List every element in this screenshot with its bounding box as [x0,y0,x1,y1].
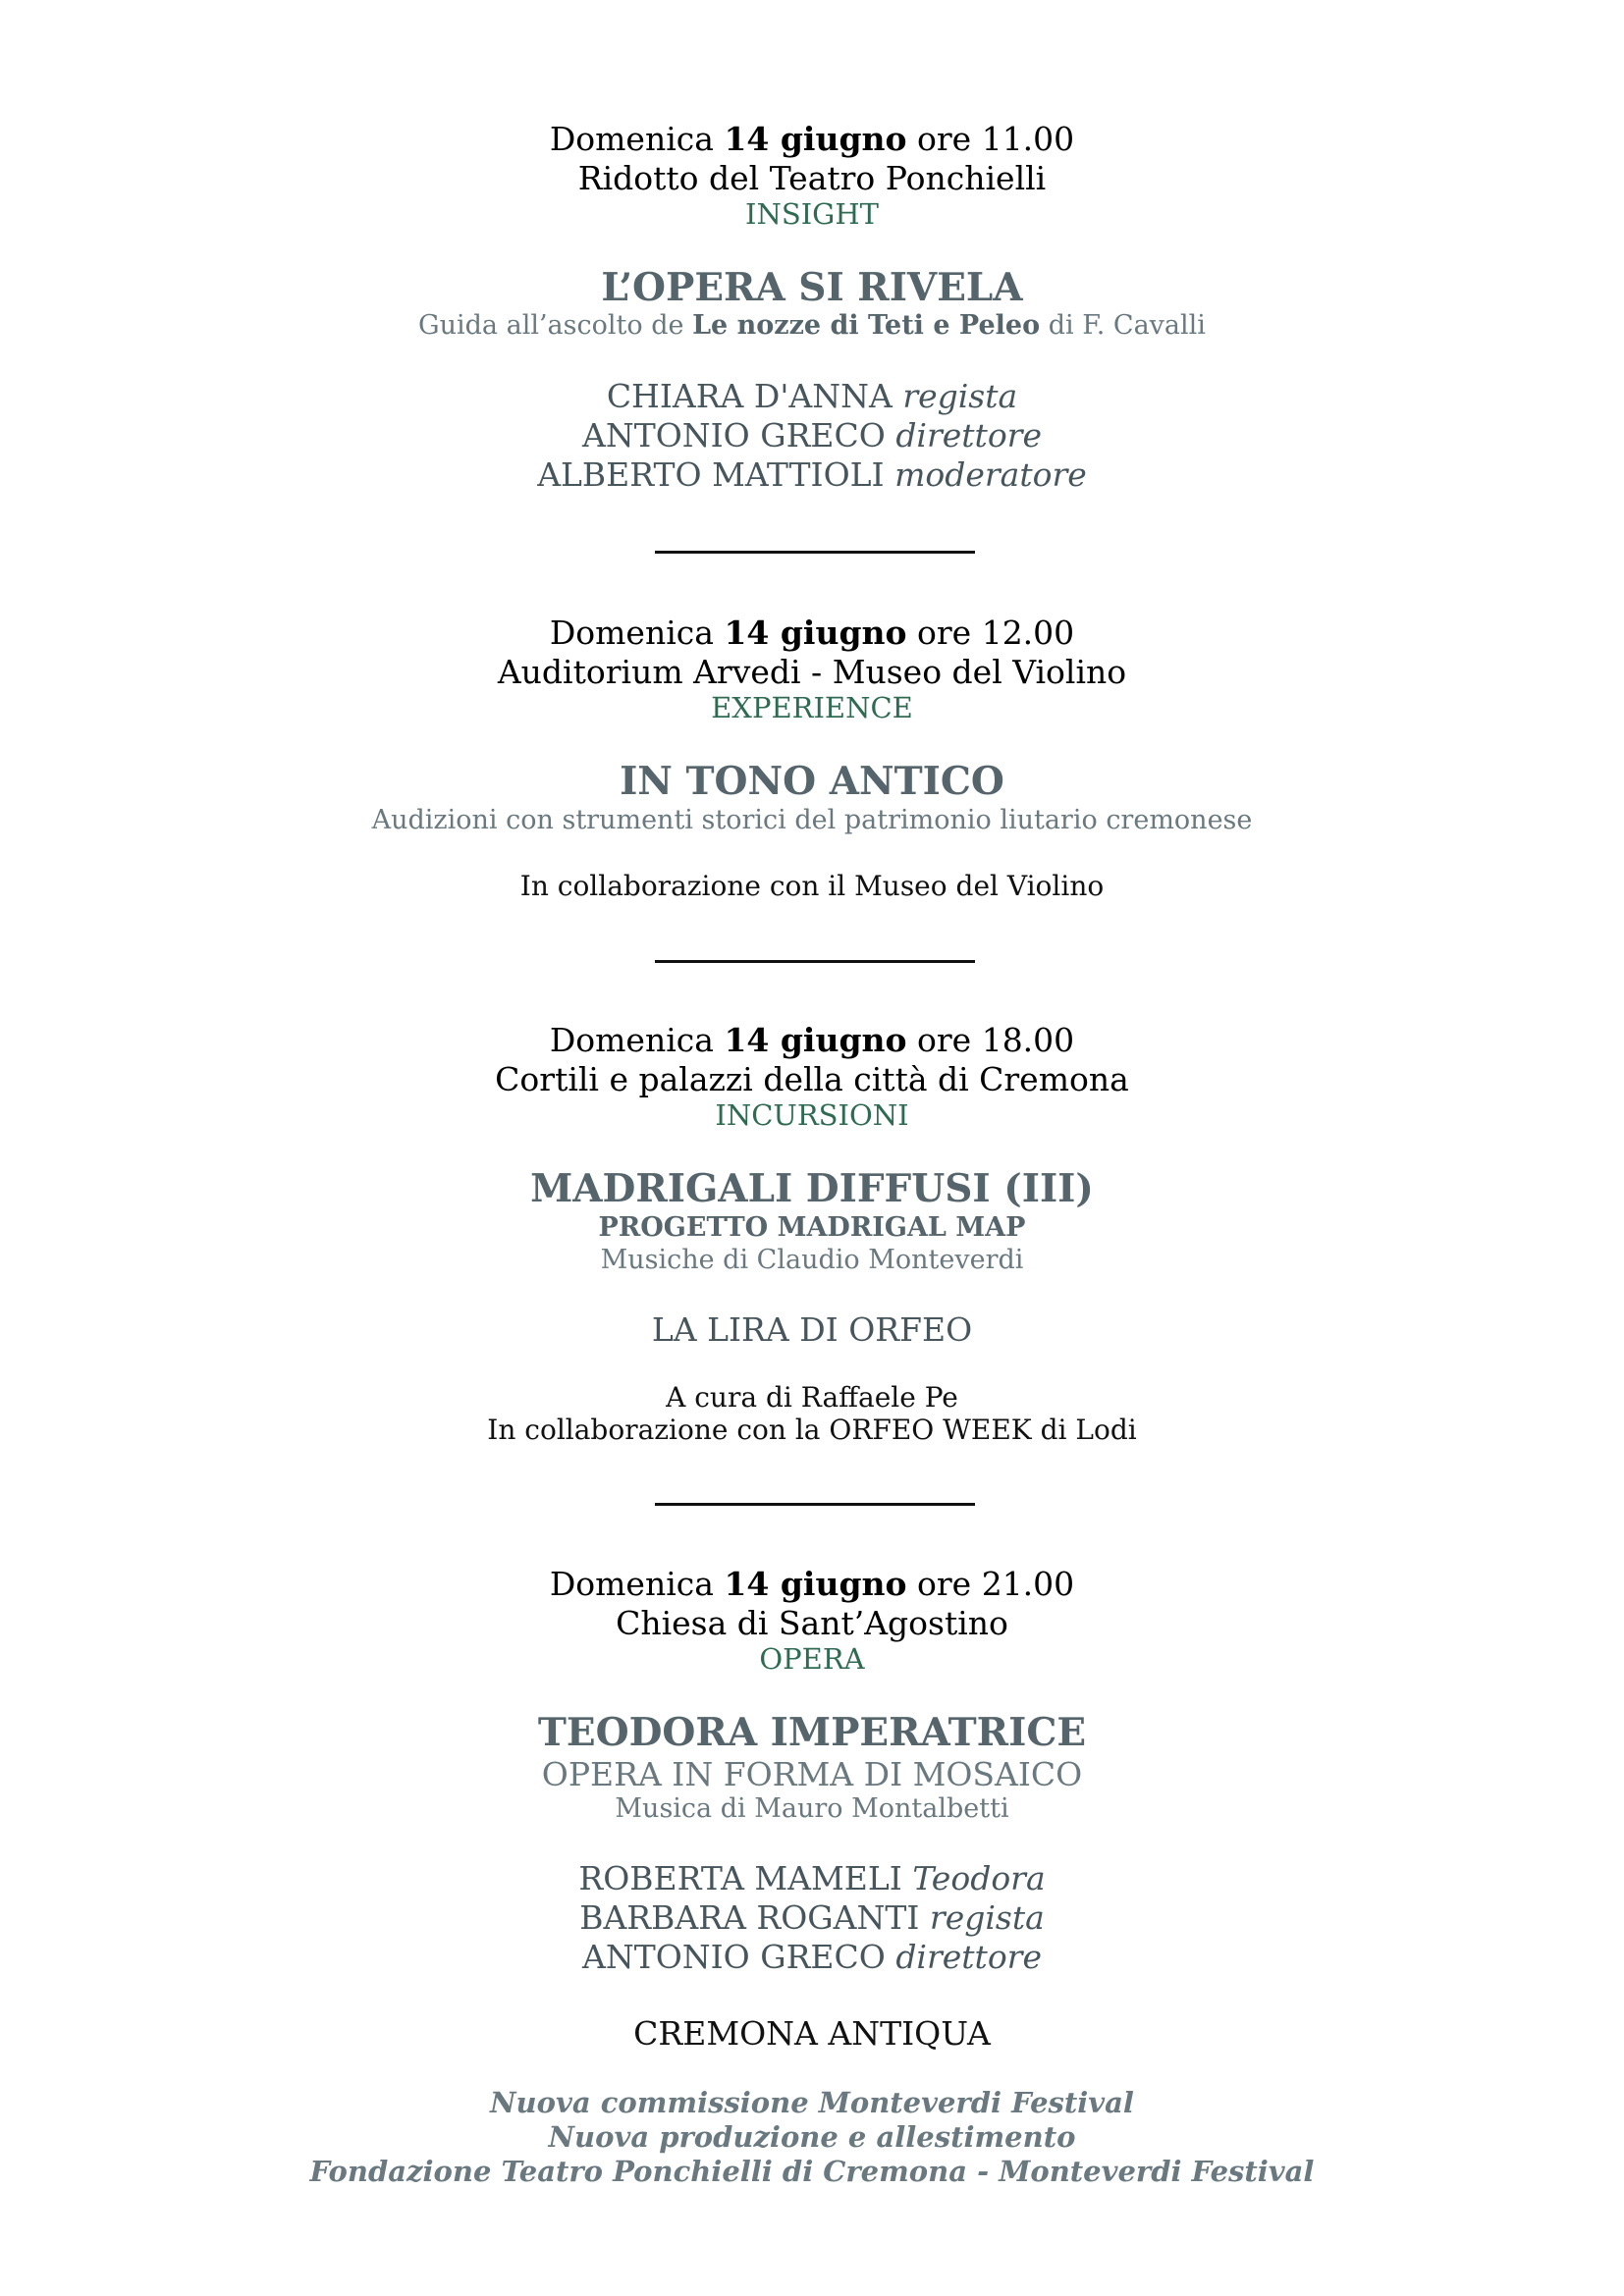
event-4-date: Domenica 14 giugno ore 21.00 [549,1565,1075,1603]
event-2-venue: Auditorium Arvedi - Museo del Violino [497,653,1127,691]
event-4-ensemble: CREMONA ANTIQUA [633,2014,991,2053]
event-4-person-3: ANTONIO GRECO direttore [581,1938,1042,1976]
event-2-note: In collaborazione con il Museo del Violino [519,870,1105,902]
event-4-credit-2: Nuova produzione e allestimento [548,2120,1076,2154]
event-1-category: INSIGHT [745,197,879,231]
section-divider [655,551,975,554]
event-1-person-2: ANTONIO GRECO direttore [581,416,1042,454]
section-divider [655,1503,975,1506]
event-4-person-2: BARBARA ROGANTI regista [579,1898,1045,1937]
event-1-title: L’OPERA SI RIVELA [601,265,1023,310]
event-4-credit-3: Fondazione Teatro Ponchielli di Cremona - Monteverdi Festival [309,2155,1315,2188]
event-1-subtitle: Guida all’ascolto de Le nozze di Teti e Peleo di F. Cavalli [418,310,1206,341]
event-4-venue: Chiesa di Sant’Agostino [616,1604,1008,1642]
event-3-venue: Cortili e palazzi della città di Cremona [495,1060,1129,1098]
event-2-category: EXPERIENCE [711,691,913,724]
event-3-subtitle-bold: PROGETTO MADRIGAL MAP [598,1212,1026,1243]
event-4-category: OPERA [759,1642,865,1676]
event-4-title: TEODORA IMPERATRICE [537,1710,1087,1755]
event-3-title: MADRIGALI DIFFUSI (III) [530,1166,1094,1211]
event-2-title: IN TONO ANTICO [620,759,1004,804]
event-3-subtitle: Musiche di Claudio Monteverdi [600,1245,1024,1275]
event-3-note-2: In collaborazione con la ORFEO WEEK di Lodi [487,1414,1137,1446]
event-1-date: Domenica 14 giugno ore 11.00 [549,120,1075,158]
event-1-venue: Ridotto del Teatro Ponchielli [577,159,1047,197]
event-2-subtitle: Audizioni con strumenti storici del patrimonio liutario cremonese [371,805,1253,835]
section-divider [655,960,975,963]
event-3-note-1: A cura di Raffaele Pe [666,1381,958,1414]
event-2-date: Domenica 14 giugno ore 12.00 [549,614,1075,652]
event-3-ensemble: LA LIRA DI ORFEO [651,1310,973,1349]
event-3-category: INCURSIONI [715,1098,909,1132]
event-4-subtitle: Musica di Mauro Montalbetti [615,1793,1009,1824]
event-4-subtitle-caps: OPERA IN FORMA DI MOSAICO [541,1755,1083,1793]
event-4-credit-1: Nuova commissione Monteverdi Festival [490,2086,1134,2119]
event-4-person-1: ROBERTA MAMELI Teodora [578,1859,1046,1897]
event-3-date: Domenica 14 giugno ore 18.00 [549,1021,1075,1059]
event-1-person-1: CHIARA D'ANNA regista [606,377,1018,415]
event-1-person-3: ALBERTO MATTIOLI moderatore [537,455,1087,494]
